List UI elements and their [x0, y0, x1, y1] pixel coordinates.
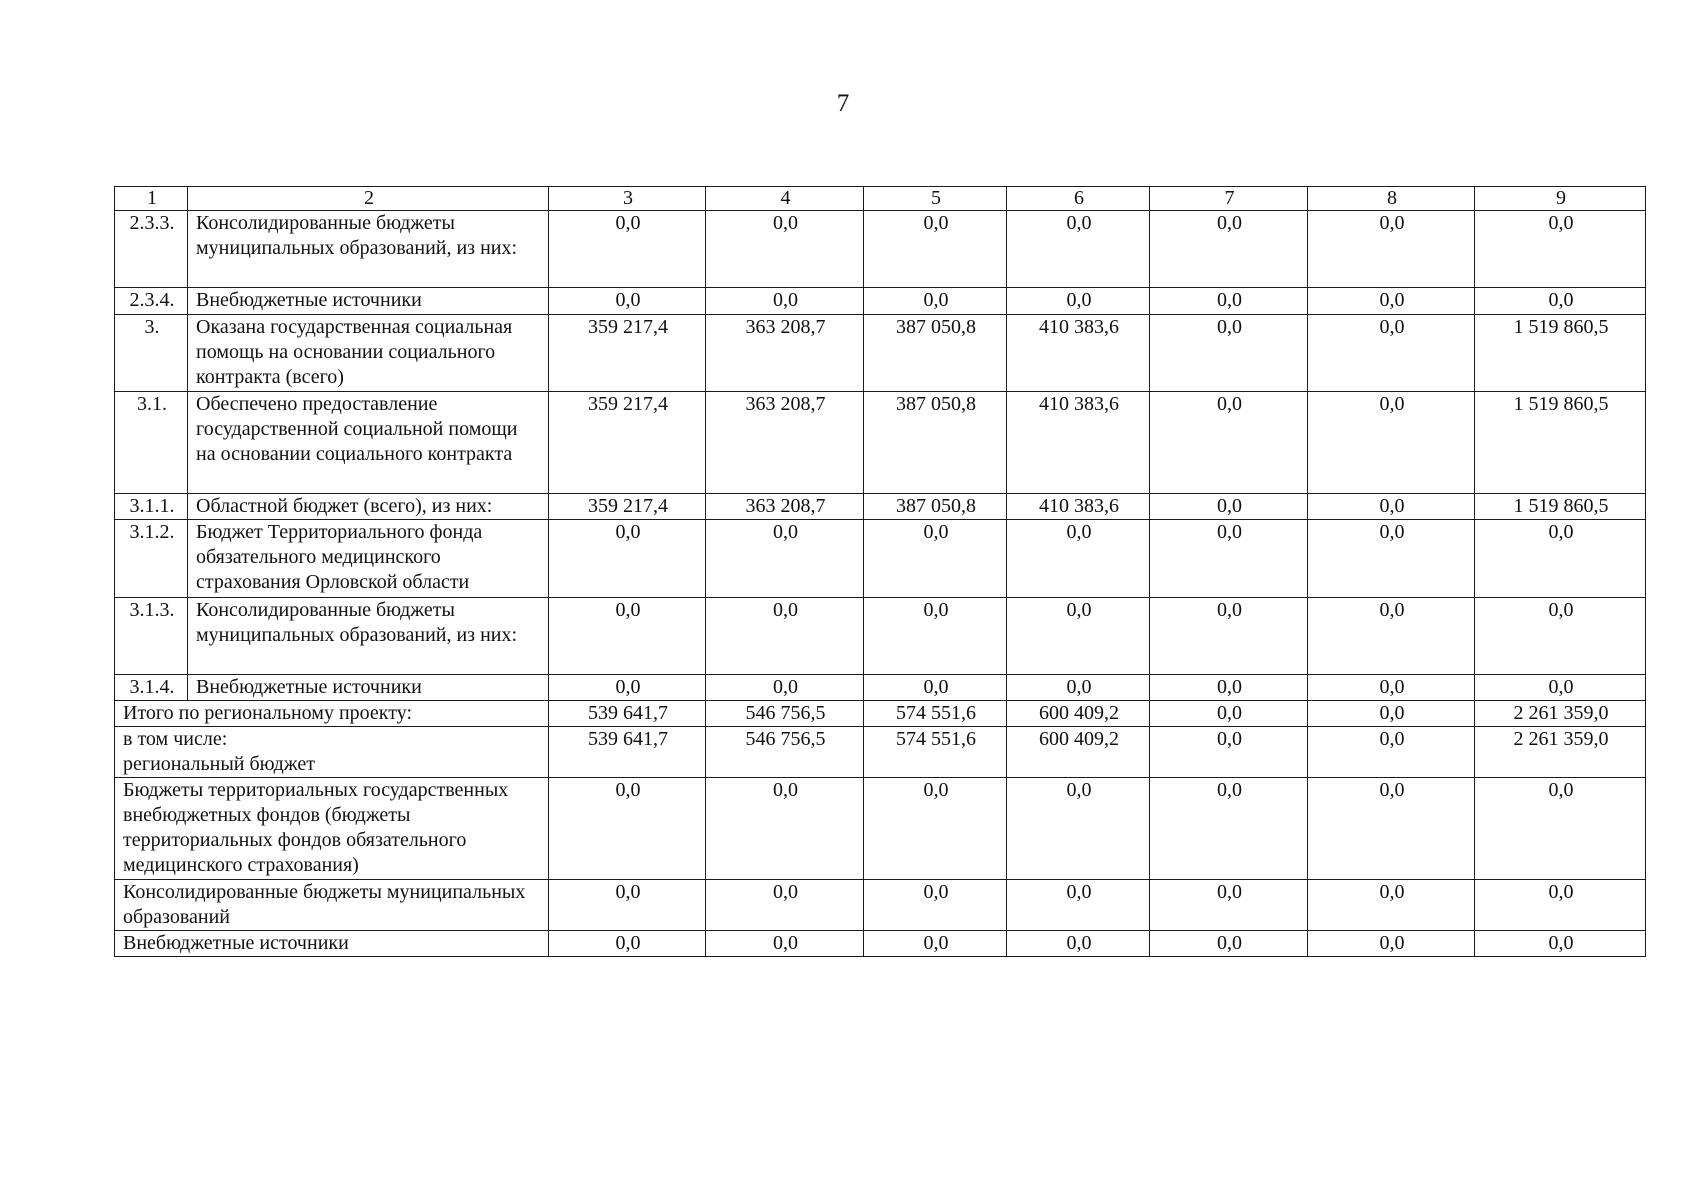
value-cell: 0,0	[1308, 315, 1475, 392]
value-cell: 0,0	[1007, 288, 1150, 315]
row-label: Оказана государственная социальная помощь на основании социального контракта (всего)	[188, 315, 549, 392]
column-number-cell: 9	[1475, 187, 1646, 211]
value-cell: 0,0	[1150, 931, 1308, 957]
value-cell: 359 217,4	[549, 494, 706, 520]
value-cell: 0,0	[864, 598, 1007, 675]
value-cell: 387 050,8	[864, 315, 1007, 392]
value-cell: 0,0	[1150, 598, 1308, 675]
column-number-cell: 2	[188, 187, 549, 211]
table-row	[115, 288, 1646, 315]
total-row	[115, 931, 1646, 957]
value-cell: 0,0	[864, 880, 1007, 931]
row-label: Консолидированные бюджеты муниципальных образований, из них:	[188, 598, 549, 675]
value-cell: 0,0	[1475, 675, 1646, 701]
value-cell: 0,0	[549, 880, 706, 931]
total-label: Итого по региональному проекту:	[115, 701, 549, 727]
value-cell: 0,0	[549, 675, 706, 701]
value-cell: 0,0	[1150, 494, 1308, 520]
total-label-line: региональный бюджет	[123, 753, 315, 775]
total-label	[115, 727, 549, 778]
row-label: Внебюджетные источники	[188, 288, 549, 315]
value-cell: 0,0	[1007, 675, 1150, 701]
value-cell: 539 641,7	[549, 727, 706, 778]
value-cell: 0,0	[1308, 880, 1475, 931]
value-cell: 1 519 860,5	[1475, 392, 1646, 494]
value-cell: 0,0	[706, 778, 864, 880]
value-cell: 0,0	[1475, 211, 1646, 288]
value-cell: 0,0	[1475, 778, 1646, 880]
value-cell: 0,0	[1150, 727, 1308, 778]
row-label: Внебюджетные источники	[188, 675, 549, 701]
total-row	[115, 880, 1646, 931]
value-cell: 600 409,2	[1007, 727, 1150, 778]
value-cell: 0,0	[1308, 211, 1475, 288]
value-cell: 0,0	[1475, 520, 1646, 598]
value-cell: 0,0	[1007, 880, 1150, 931]
value-cell: 0,0	[1150, 778, 1308, 880]
value-cell: 0,0	[864, 778, 1007, 880]
row-label: Бюджет Территориального фонда обязательного медицинского страхования Орловской области	[188, 520, 549, 598]
value-cell: 0,0	[549, 598, 706, 675]
value-cell: 0,0	[706, 675, 864, 701]
value-cell: 0,0	[1007, 931, 1150, 957]
value-cell: 574 551,6	[864, 701, 1007, 727]
value-cell: 0,0	[1308, 288, 1475, 315]
value-cell: 0,0	[864, 520, 1007, 598]
page-number: 7	[836, 90, 850, 117]
column-number-cell: 3	[549, 187, 706, 211]
value-cell: 0,0	[1308, 931, 1475, 957]
row-code: 3.1.3.	[115, 598, 188, 675]
value-cell: 0,0	[1007, 778, 1150, 880]
table-row	[115, 520, 1646, 598]
column-number-cell: 7	[1150, 187, 1308, 211]
row-code: 2.3.3.	[115, 211, 188, 288]
value-cell: 363 208,7	[706, 494, 864, 520]
value-cell: 0,0	[549, 931, 706, 957]
row-code: 3.1.	[115, 392, 188, 494]
value-cell: 359 217,4	[549, 315, 706, 392]
total-row	[115, 778, 1646, 880]
table-row	[115, 598, 1646, 675]
value-cell: 546 756,5	[706, 701, 864, 727]
column-number-cell: 6	[1007, 187, 1150, 211]
value-cell: 0,0	[1475, 288, 1646, 315]
value-cell: 387 050,8	[864, 494, 1007, 520]
value-cell: 1 519 860,5	[1475, 494, 1646, 520]
total-label: Бюджеты территориальных государственных внебюджетных фондов (бюджеты территориальных фондов обязательного медицинского страхования)	[115, 778, 549, 880]
value-cell: 574 551,6	[864, 727, 1007, 778]
value-cell: 600 409,2	[1007, 701, 1150, 727]
value-cell: 363 208,7	[706, 315, 864, 392]
value-cell: 0,0	[1475, 598, 1646, 675]
table-row	[115, 211, 1646, 288]
value-cell: 0,0	[864, 675, 1007, 701]
value-cell: 0,0	[706, 520, 864, 598]
table-row	[115, 494, 1646, 520]
column-number-cell: 5	[864, 187, 1007, 211]
value-cell: 0,0	[1007, 598, 1150, 675]
row-label: Областной бюджет (всего), из них:	[188, 494, 549, 520]
value-cell: 0,0	[1007, 211, 1150, 288]
value-cell: 0,0	[864, 931, 1007, 957]
value-cell: 2 261 359,0	[1475, 727, 1646, 778]
value-cell: 0,0	[549, 288, 706, 315]
value-cell: 0,0	[1308, 675, 1475, 701]
total-label: Консолидированные бюджеты муниципальных образований	[115, 880, 549, 931]
value-cell: 410 383,6	[1007, 315, 1150, 392]
value-cell: 410 383,6	[1007, 494, 1150, 520]
value-cell: 0,0	[1150, 392, 1308, 494]
value-cell: 0,0	[1475, 931, 1646, 957]
value-cell: 0,0	[1150, 701, 1308, 727]
value-cell: 0,0	[549, 211, 706, 288]
column-number-row	[115, 187, 1646, 211]
value-cell: 359 217,4	[549, 392, 706, 494]
value-cell: 0,0	[706, 288, 864, 315]
table-row	[115, 315, 1646, 392]
value-cell: 0,0	[1150, 315, 1308, 392]
value-cell: 0,0	[706, 880, 864, 931]
value-cell: 0,0	[1308, 392, 1475, 494]
value-cell: 0,0	[1308, 778, 1475, 880]
row-code: 2.3.4.	[115, 288, 188, 315]
total-label: Внебюджетные источники	[115, 931, 549, 957]
column-number-cell: 1	[115, 187, 188, 211]
row-code: 3.1.1.	[115, 494, 188, 520]
value-cell: 0,0	[1150, 211, 1308, 288]
value-cell: 0,0	[1150, 675, 1308, 701]
value-cell: 0,0	[1308, 727, 1475, 778]
total-row	[115, 701, 1646, 727]
value-cell: 539 641,7	[549, 701, 706, 727]
value-cell: 0,0	[549, 778, 706, 880]
value-cell: 0,0	[1150, 288, 1308, 315]
row-code: 3.1.4.	[115, 675, 188, 701]
total-label-line: в том числе:	[123, 728, 228, 750]
budget-table	[114, 186, 1646, 957]
value-cell: 410 383,6	[1007, 392, 1150, 494]
value-cell: 0,0	[1308, 520, 1475, 598]
value-cell: 1 519 860,5	[1475, 315, 1646, 392]
value-cell: 0,0	[864, 288, 1007, 315]
value-cell: 0,0	[706, 931, 864, 957]
column-number-cell: 8	[1308, 187, 1475, 211]
value-cell: 0,0	[1308, 494, 1475, 520]
row-code: 3.	[115, 315, 188, 392]
value-cell: 546 756,5	[706, 727, 864, 778]
value-cell: 0,0	[1007, 520, 1150, 598]
value-cell: 0,0	[1308, 598, 1475, 675]
value-cell: 0,0	[706, 598, 864, 675]
row-label: Обеспечено предоставление государственной социальной помощи на основании социального контракта	[188, 392, 549, 494]
value-cell: 0,0	[1150, 520, 1308, 598]
value-cell: 2 261 359,0	[1475, 701, 1646, 727]
value-cell: 363 208,7	[706, 392, 864, 494]
value-cell: 0,0	[706, 211, 864, 288]
total-row	[115, 727, 1646, 778]
value-cell: 0,0	[1308, 701, 1475, 727]
value-cell: 0,0	[549, 520, 706, 598]
table-row	[115, 675, 1646, 701]
value-cell: 387 050,8	[864, 392, 1007, 494]
value-cell: 0,0	[1475, 880, 1646, 931]
table-row	[115, 392, 1646, 494]
row-label: Консолидированные бюджеты муниципальных образований, из них:	[188, 211, 549, 288]
row-code: 3.1.2.	[115, 520, 188, 598]
value-cell: 0,0	[864, 211, 1007, 288]
column-number-cell: 4	[706, 187, 864, 211]
value-cell: 0,0	[1150, 880, 1308, 931]
